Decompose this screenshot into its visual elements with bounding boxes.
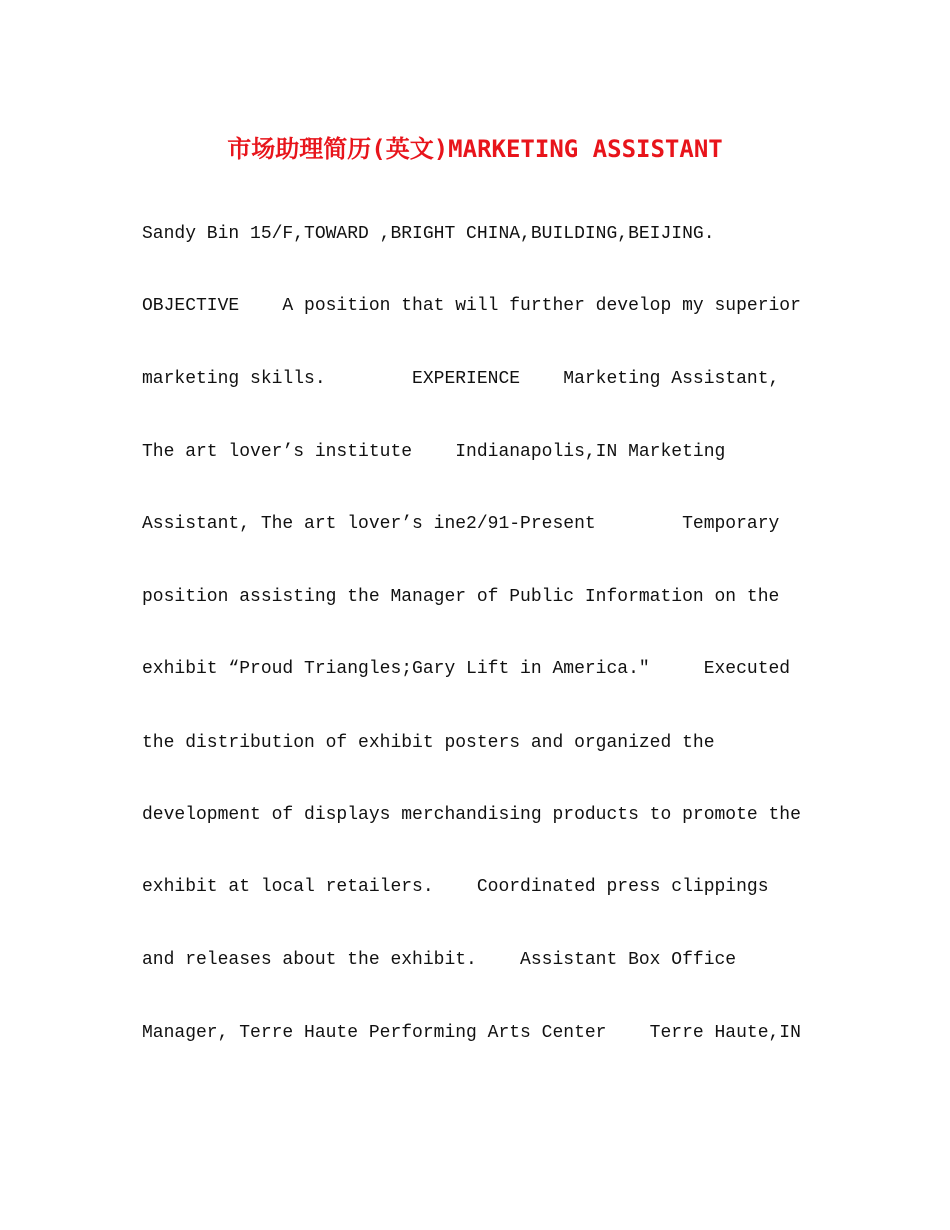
body-line-3: marketing skills. EXPERIENCE Marketing Assistant,	[142, 369, 780, 389]
body-line-6: position assisting the Manager of Public Information on the	[142, 587, 780, 607]
body-line-12: Manager, Terre Haute Performing Arts Center Terre Haute,IN	[142, 1023, 801, 1043]
body-line-11: and releases about the exhibit. Assistant Box Office	[142, 950, 737, 970]
body-line-10: exhibit at local retailers. Coordinated press clippings	[142, 877, 769, 897]
body-line-2: OBJECTIVE A position that will further develop my superior	[142, 296, 801, 316]
body-line-1: Sandy Bin 15/F,TOWARD ,BRIGHT CHINA,BUILDING,BEIJING.	[142, 224, 715, 244]
body-line-7: exhibit “Proud Triangles;Gary Lift in America.″ Executed	[142, 659, 791, 679]
document-title: 市场助理简历(英文)MARKETING ASSISTANT	[227, 135, 723, 163]
body-line-9: development of displays merchandising products to promote the	[142, 805, 801, 825]
body-line-8: the distribution of exhibit posters and organized the	[142, 733, 715, 753]
body-line-4: The art lover’s institute Indianapolis,IN Marketing	[142, 442, 726, 462]
body-line-5: Assistant, The art lover’s ine2/91-Present Temporary	[142, 514, 780, 534]
